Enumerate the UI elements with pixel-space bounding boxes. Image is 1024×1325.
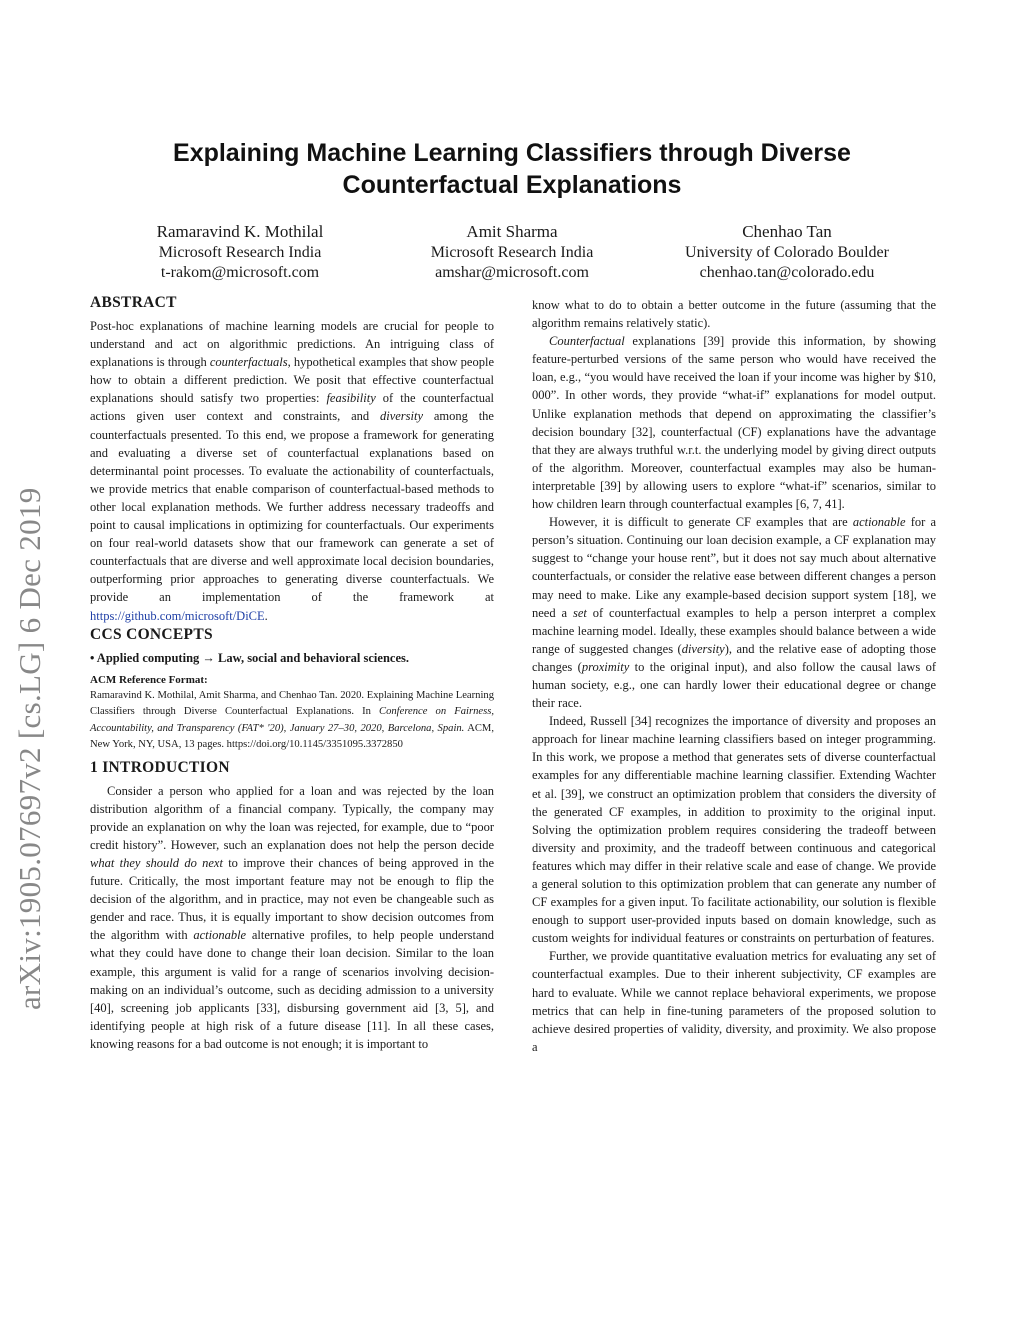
left-column — [90, 293, 494, 1053]
acm-reference-heading: ACM Reference Format: — [90, 673, 208, 686]
author-affiliation: Microsoft Research India — [158, 244, 322, 261]
dice-link[interactable]: https://github.com/microsoft/DiCE — [90, 608, 265, 623]
author-email: t-rakom@microsoft.com — [160, 264, 320, 281]
introduction-paragraph: Consider a person who applied for a loan and was rejected by the loan distribution algorithm of a financial company. Typically, the company may provide an explanation on why the loan was rejected, for example, due to “poor credit history”. However, such an explanation does not help the person decide what they should do next to improve their chances of being approved in the future. Critically, the most important feature may not be enough to flip the decision of the algorithm, and in practice, may not even be changeable such as gender and race. Thus, it is equally important to show decision outcomes from the algorithm with actionable alternative profiles, to help people understand what they could have done to change their loan decision. Similar to the loan example, this argument is valid for a range of scenarios involving decision-making on an individual’s outcome, such as deciding admission to a university [40], screening job applicants [33], disbursing government aid [3, 5], and identifying people at high risk of a future disease [11]. In all these cases, knowing reasons for a bad outcome is not enough; it is important to — [90, 783, 494, 1051]
paragraph-counterfactual: Counterfactual explanations [39] provide this information, by showing feature-perturbed versions of the same person who would have received the loan, e.g., “you would have received the loan if your income was higher by $10, 000”. In other words, they provide “what-if” explanations for model output. Unlike explanation methods that depend on approximating the classifier’s decision boundary [32], counterfactual (CF) explanations have the advantage that they are always truthful w.r.t. the underlying model by giving direct outputs of the algorithm. Moreover, counterfactual examples may also be human-interpretable [39] by allowing users to explore “what-if” scenarios, similar to how children learn through counterfactual examples [6, 7, 41]. — [532, 334, 936, 512]
abstract-heading: ABSTRACT — [90, 294, 177, 311]
paragraph-method: Indeed, Russell [34] recognizes the importance of diversity and proposes an approach for linear machine learning classifiers based on integer programming. In this work, we propose a method that generates sets of diverse counterfactual examples for any differentiable machine learning classifier. Extending Wachter et al. [39], we construct an optimization problem that considers the diversity of the generated CF examples, in addition to proximity to the original input. Solving the optimization problem requires considering the tradeoff between diversity and proximity, and the tradeoff between continuous and categorical features which may differ in their relative scale and ease of change. We provide a general solution to this optimization problem that can generate any number of CF examples for a given input. To facilitate actionability, our solution is flexible enough to support user-provided inputs based on domain knowledge, such as custom weights for individual features or constraints on perturbation of features. — [532, 714, 936, 946]
author-block-3 — [647, 222, 927, 283]
acm-reference-text: Ramaravind K. Mothilal, Amit Sharma, and Chenhao Tan. 2020. Explaining Machine Learning Classifiers through Diverse Counterfactual Explanations. In Conference on Fairness, Accountability, and Transparency (FAT* '20), January 27–30, 2020, Barcelona, Spain. ACM, New York, NY, USA, 13 pages. https://doi.org/10.1145/3351095.3372850 — [90, 689, 494, 751]
author-name: Chenhao Tan — [742, 222, 832, 241]
right-column — [532, 296, 936, 1056]
introduction-heading: 1 INTRODUCTION — [90, 758, 230, 776]
paragraph-continued: know what to do to obtain a better outcome in the future (assuming that the algorithm remains relatively static). — [532, 298, 936, 331]
title-line-1: Explaining Machine Learning Classifiers through Diverse — [173, 139, 851, 167]
title-line-2: Counterfactual Explanations — [342, 171, 682, 199]
paragraph-evaluation: Further, we provide quantitative evaluation metrics for evaluating any set of counterfactual examples. Due to their inherent subjectivity, CF examples are hard to evaluate. While we cannot replace behavioral experiments, we propose metrics that can help in fine-tuning parameters of the proposed solution to achieve desired properties of validity, diversity, and proximity. We also propose a — [532, 949, 936, 1054]
author-email: chenhao.tan@colorado.edu — [699, 264, 875, 281]
author-name: Ramaravind K. Mothilal — [156, 222, 324, 241]
paper-title — [0, 137, 1024, 201]
author-block-1 — [100, 222, 380, 283]
ccs-concept: • Applied computing → Law, social and behavioral sciences. — [90, 650, 409, 665]
author-affiliation: University of Colorado Boulder — [685, 244, 889, 261]
arxiv-stamp-text: arXiv:1905.07697v2 [cs.LG] 6 Dec 2019 — [12, 487, 47, 1010]
author-block-2 — [372, 222, 652, 283]
abstract-text: Post-hoc explanations of machine learning models are crucial for people to understand and act on algorithmic predictions. An intriguing class of explanations is through counterfactuals, hypothetical examples that show people how to obtain a different prediction. We posit that effective counterfactual explanations should satisfy two properties: feasibility of the counterfactual actions given user context and constraints, and diversity among the counterfactuals presented. To this end, we propose a framework for generating and evaluating a diverse set of counterfactual explanations based on determinantal point processes. To evaluate the actionability of counterfactuals, we provide metrics that enable comparison of counterfactual-based methods to other local explanation methods. We further address necessary tradeoffs and point to causal implications in optimizing for counterfactuals. Our experiments on four real-world datasets show that our framework can generate a set of counterfactuals that are diverse and well approximate local decision boundaries, outperforming prior approaches to generating diverse counterfactuals. We provide an implementation of the framework at https://github.com/microsoft/DiCE. — [90, 319, 494, 623]
author-email: amshar@microsoft.com — [435, 264, 589, 281]
author-affiliation: Microsoft Research India — [430, 244, 594, 261]
ccs-heading: CCS CONCEPTS — [90, 625, 213, 643]
author-name: Amit Sharma — [466, 222, 558, 241]
paragraph-actionable: However, it is difficult to generate CF examples that are actionable for a person’s situation. Continuing our loan decision example, a CF explanation may suggest to “change your house rent”, but it does not say much about alternative counterfactuals, or consider the relative ease between different changes a person may need to make. Like any example-based decision support system [18], we need a set of counterfactual examples to help a person interpret a complex machine learning model. Ideally, these examples should balance between a wide range of suggested changes (diversity), and the relative ease of adopting those changes (proximity to the original input), and also follow the causal laws of human society, e.g., one can hardly lower their educational degree or change their race. — [532, 515, 937, 711]
